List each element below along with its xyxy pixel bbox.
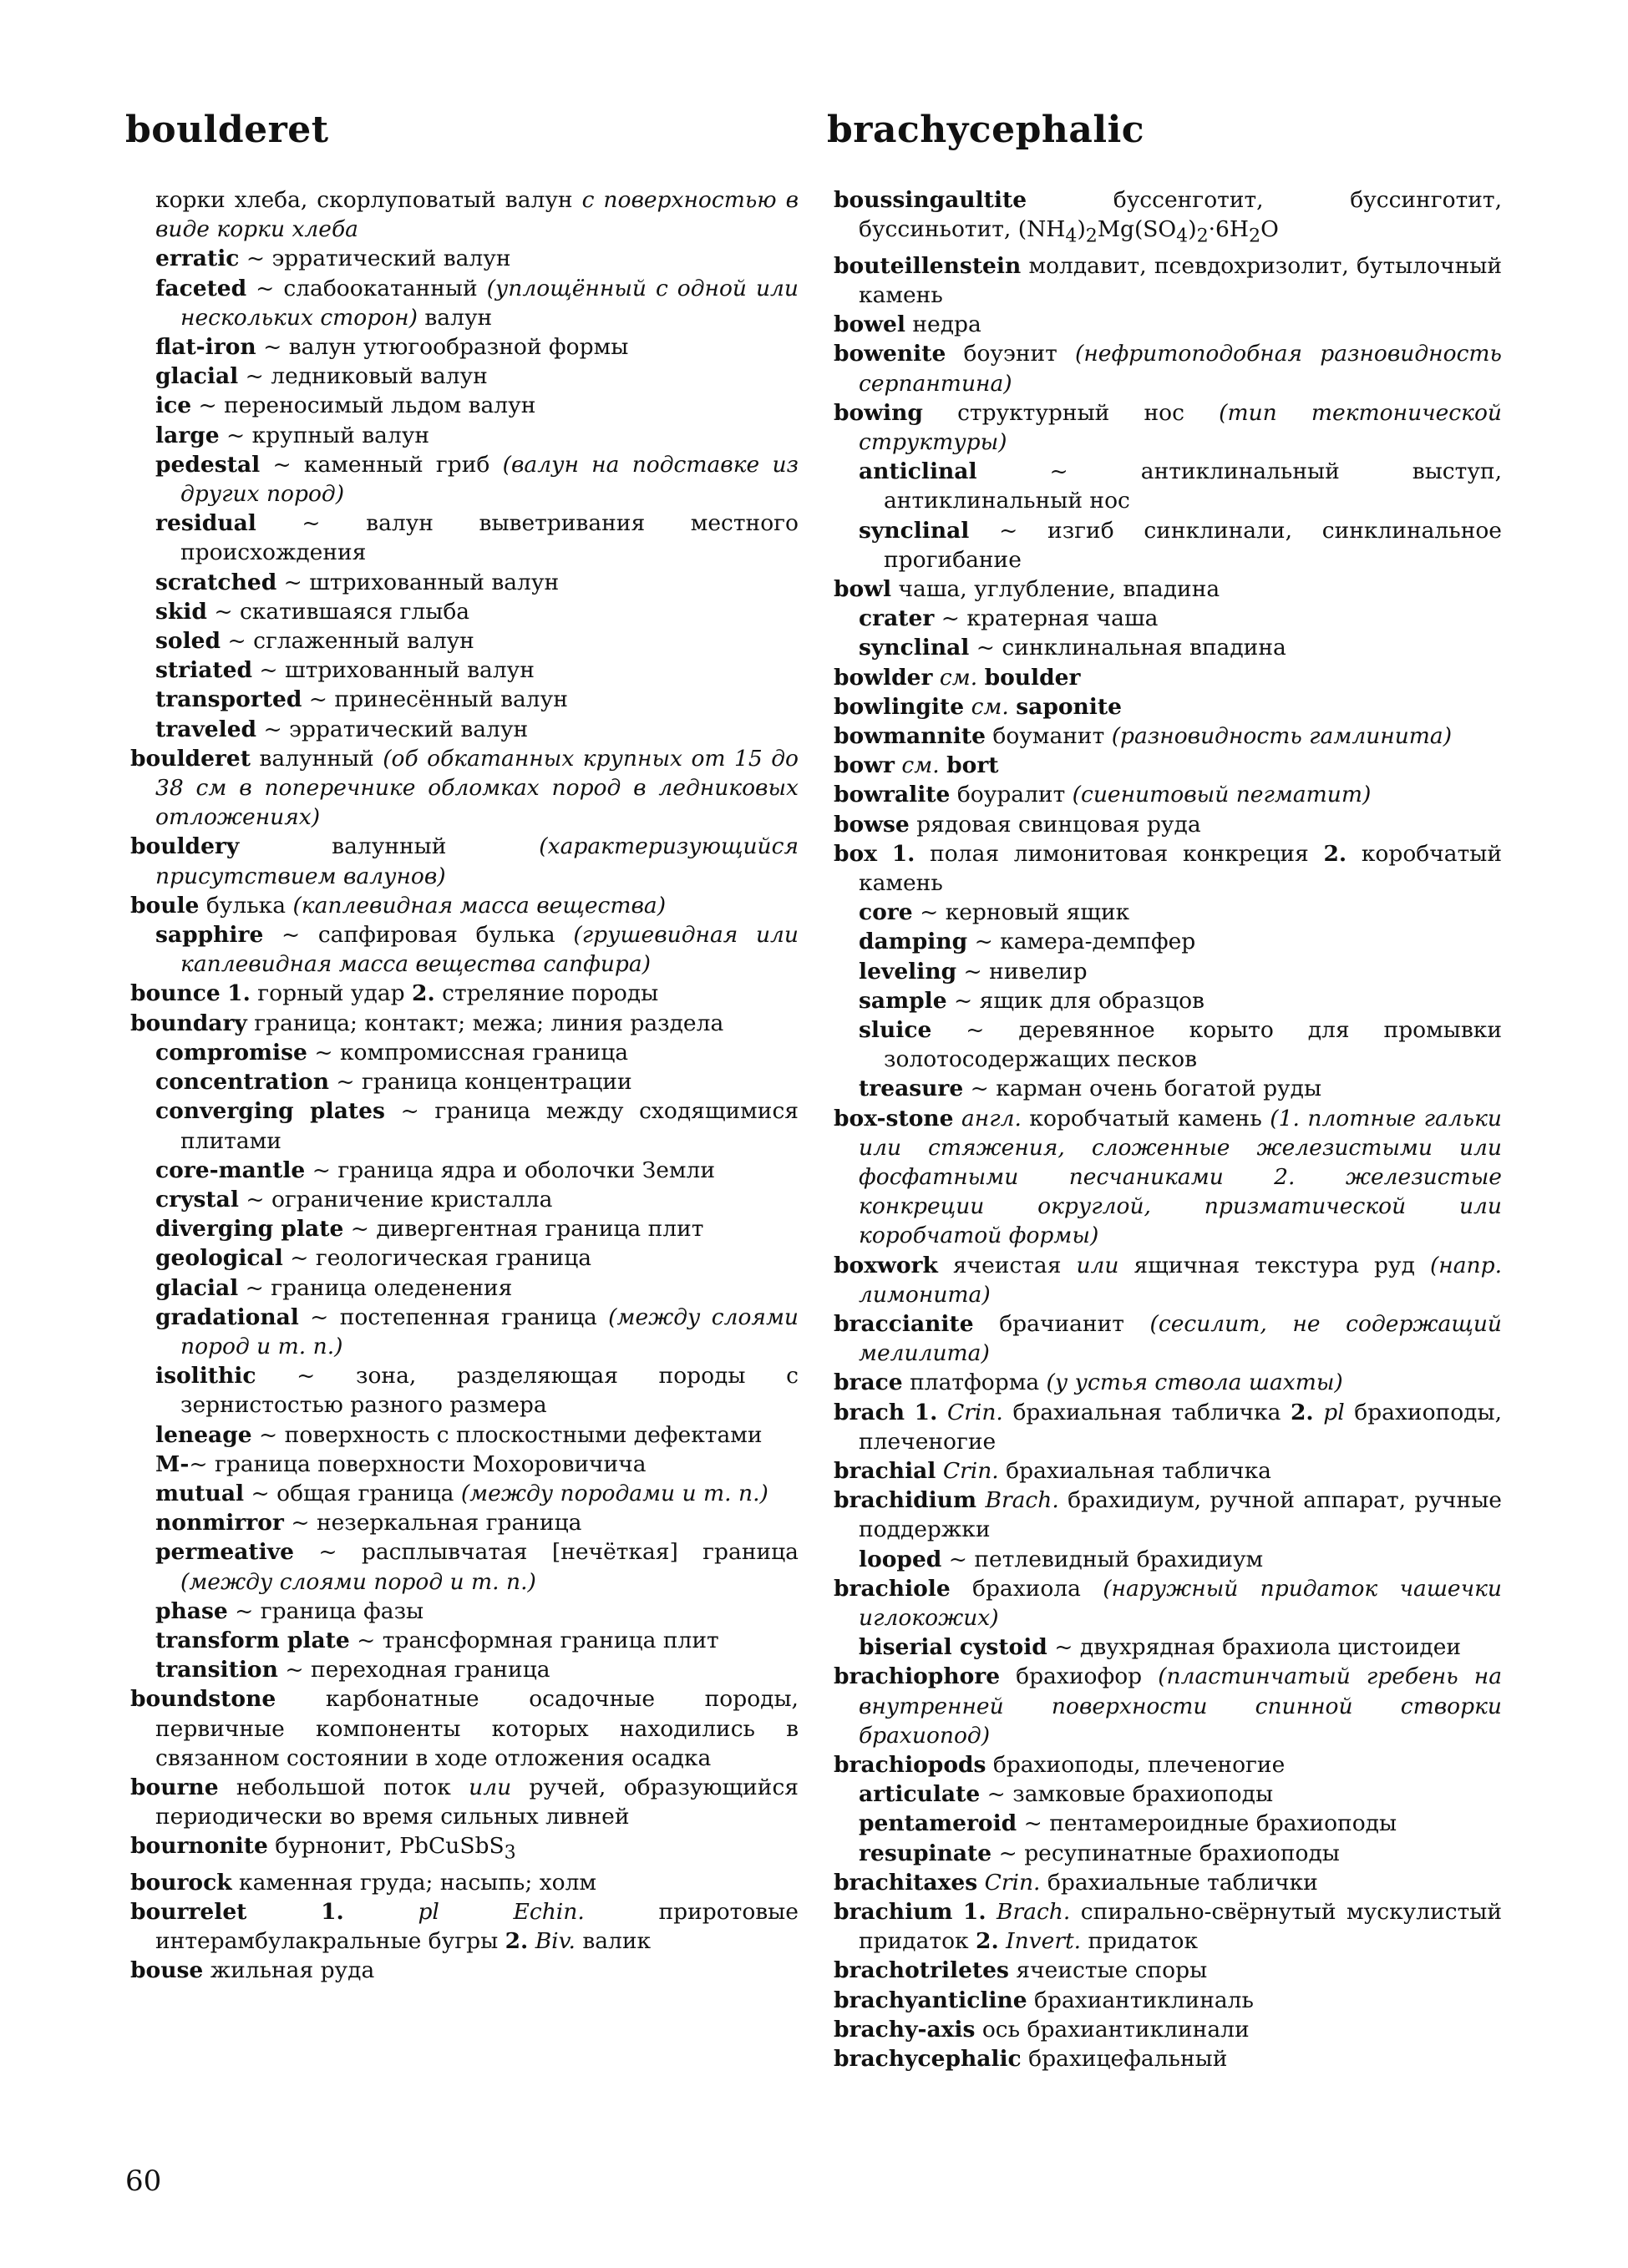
headword: pedestal xyxy=(155,451,261,478)
headword: transition xyxy=(155,1657,278,1683)
headword: brace xyxy=(834,1369,903,1396)
headword: converging plates xyxy=(155,1098,385,1125)
dictionary-subentry: permeative ~ расплывчатая [нечёткая] граница (между слоями пород и т. п.) xyxy=(155,1539,799,1595)
dictionary-subentry: phase ~ граница фазы xyxy=(155,1597,424,1624)
dictionary-entry: bourock каменная груда; насыпь; холм xyxy=(130,1869,597,1896)
headword: damping xyxy=(859,929,968,955)
dictionary-entry: boulderet валунный (об обкатанных крупных от 15 до 38 см в поперечнике обломках пород в ледниковых отложениях) xyxy=(130,745,799,831)
headword: bouteillenstein xyxy=(834,252,1022,279)
dictionary-entry: brachitaxes Crin. брахиальные таблички xyxy=(834,1869,1318,1896)
headword: striated xyxy=(155,657,252,684)
headword: bowlingite xyxy=(834,693,965,720)
headword: bourrelet xyxy=(130,1899,247,1926)
headword: bouldery xyxy=(130,833,240,860)
headword: core xyxy=(859,899,913,926)
headword: glacial xyxy=(155,363,239,390)
dictionary-subentry: pedestal ~ каменный гриб (валун на подставке из других пород) xyxy=(155,451,799,508)
dictionary-entry: brace платформа (у устья ствола шахты) xyxy=(834,1369,1343,1396)
headword: box-stone xyxy=(834,1105,954,1131)
headword: treasure xyxy=(859,1076,964,1102)
right-column xyxy=(834,185,1502,2073)
headword: synclinal xyxy=(859,517,970,544)
dictionary-subentry: scratched ~ штрихованный валун xyxy=(155,569,560,595)
dictionary-entry: boundstone карбонатные осадочные породы, первичные компоненты которых находились в связанном состоянии в ходе отложения осадка xyxy=(130,1686,799,1771)
headword: boule xyxy=(130,892,200,919)
headword: isolithic xyxy=(155,1363,256,1390)
headword: bouse xyxy=(130,1957,204,1984)
dictionary-entry: brachyanticline брахиантиклиналь xyxy=(834,1987,1254,2013)
dictionary-entry: brachotriletes ячеистые споры xyxy=(834,1957,1208,1984)
left-column xyxy=(130,185,799,1986)
dictionary-subentry: sluice ~ деревянное корыто для промывки золотосодержащих песков xyxy=(859,1016,1502,1073)
headword: nonmirror xyxy=(155,1510,284,1536)
headword: articulate xyxy=(859,1781,981,1808)
running-header-right: brachycephalic xyxy=(827,109,1145,151)
dictionary-entry: bouteillenstein молдавит, псевдохризолит, бутылочный камень xyxy=(834,252,1502,308)
dictionary-entry: brachycephalic брахицефальный xyxy=(834,2046,1228,2073)
dictionary-subentry: damping ~ камера-демпфер xyxy=(859,929,1196,955)
headword: resupinate xyxy=(859,1840,992,1866)
dictionary-entry: brachiophore брахиофор (пластинчатый гребень на внутренней поверхности спинной створки брахиопод) xyxy=(834,1663,1502,1749)
dictionary-entry: brachiole брахиола (наружный придаток чашечки иглокожих) xyxy=(834,1575,1502,1632)
headword: phase xyxy=(155,1597,228,1624)
dictionary-subentry: converging plates ~ граница между сходящимися плитами xyxy=(155,1098,799,1154)
headword: synclinal xyxy=(859,635,970,661)
running-header-left: boulderet xyxy=(125,109,329,151)
headword: erratic xyxy=(155,246,240,272)
headword: gradational xyxy=(155,1304,299,1330)
headword: bournonite xyxy=(130,1833,268,1860)
headword: sapphire xyxy=(155,922,264,949)
dictionary-subentry: transported ~ принесённый валун xyxy=(155,686,568,713)
headword: box xyxy=(834,840,878,867)
headword: sluice xyxy=(859,1016,932,1043)
headword: pentameroid xyxy=(859,1810,1017,1837)
headword: flat-iron xyxy=(155,334,256,361)
headword: ice xyxy=(155,392,192,419)
dictionary-subentry: leveling ~ нивелир xyxy=(859,958,1088,985)
headword: bowralite xyxy=(834,782,951,808)
headword: boundary xyxy=(130,1010,247,1036)
headword: brachotriletes xyxy=(834,1957,1009,1984)
dictionary-entry: brach 1. Crin. брахиальная табличка 2. pl брахиоподы, плеченогие xyxy=(834,1399,1502,1455)
dictionary-subentry: biserial cystoid ~ двухрядная брахиола цистоидеи xyxy=(859,1634,1462,1661)
dictionary-subentry: looped ~ петлевидный брахидиум xyxy=(859,1546,1264,1572)
headword: bowing xyxy=(834,399,923,426)
headword: large xyxy=(155,422,220,448)
dictionary-subentry: core-mantle ~ граница ядра и оболочки Земли xyxy=(155,1157,715,1183)
headword: diverging plate xyxy=(155,1216,344,1243)
headword: biserial cystoid xyxy=(859,1634,1047,1661)
headword: bowel xyxy=(834,311,905,338)
headword: residual xyxy=(155,510,256,537)
dictionary-subentry: leneage ~ поверхность с плоскостными дефектами xyxy=(155,1421,763,1448)
dictionary-subentry: synclinal ~ синклинальная впадина xyxy=(859,635,1286,661)
headword: brachiopods xyxy=(834,1752,986,1779)
dictionary-subentry: pentameroid ~ пентамероидные брахиоподы xyxy=(859,1810,1397,1837)
dictionary-entry: brachidium Brach. брахидиум, ручной аппарат, ручные поддержки xyxy=(834,1487,1502,1543)
headword: concentration xyxy=(155,1069,329,1096)
dictionary-subentry: crater ~ кратерная чаша xyxy=(859,605,1159,632)
headword: boundstone xyxy=(130,1686,276,1713)
dictionary-entry: bowse рядовая свинцовая руда xyxy=(834,811,1201,838)
dictionary-subentry: glacial ~ граница оледенения xyxy=(155,1274,513,1301)
dictionary-entry: brachial Crin. брахиальная табличка xyxy=(834,1458,1271,1485)
dictionary-subentry: traveled ~ эрратический валун xyxy=(155,716,529,742)
headword: bowmannite xyxy=(834,722,986,749)
headword: boxwork xyxy=(834,1252,938,1278)
dictionary-subentry: mutual ~ общая граница (между породами и т. п.) xyxy=(155,1480,768,1506)
headword: skid xyxy=(155,598,207,625)
headword: glacial xyxy=(155,1274,239,1301)
dictionary-entry: bowlingite см. saponite xyxy=(834,693,1122,720)
dictionary-subentry: ice ~ переносимый льдом валун xyxy=(155,392,536,419)
dictionary-entry: braccianite брачианит (сесилит, не содержащий мелилита) xyxy=(834,1311,1502,1367)
dictionary-entry: bouse жильная руда xyxy=(130,1957,375,1984)
dictionary-entry: bowenite боуэнит (нефритоподобная разновидность серпантина) xyxy=(834,341,1502,397)
dictionary-subentry: sapphire ~ сапфировая булька (грушевидная или каплевидная масса вещества сапфира) xyxy=(155,922,799,978)
headword: bowl xyxy=(834,575,892,602)
headword: transported xyxy=(155,686,302,713)
headword: permeative xyxy=(155,1539,294,1566)
headword: looped xyxy=(859,1546,942,1572)
headword: brachial xyxy=(834,1458,936,1485)
dictionary-entry: brachium 1. Brach. спирально-свёрнутый мускулистый придаток 2. Invert. придаток xyxy=(834,1899,1502,1955)
dictionary-subentry: residual ~ валун выветривания местного происхождения xyxy=(155,510,799,566)
headword: geological xyxy=(155,1245,283,1272)
dictionary-entry: boundary граница; контакт; межа; линия раздела xyxy=(130,1010,724,1036)
headword: brachium xyxy=(834,1899,953,1926)
dictionary-entry: box 1. полая лимонитовая конкреция 2. коробчатый камень xyxy=(834,840,1502,896)
dictionary-entry: boule булька (каплевидная масса вещества) xyxy=(130,892,667,919)
headword: brachiophore xyxy=(834,1663,1001,1690)
dictionary-entry: bowralite боуралит (сиенитовый пегматит) xyxy=(834,782,1372,808)
dictionary-subentry: transition ~ переходная граница xyxy=(155,1657,550,1683)
dictionary-subentry: resupinate ~ ресупинатные брахиоподы xyxy=(859,1840,1340,1866)
dictionary-subentry: faceted ~ слабоокатанный (уплощённый с одной или нескольких сторон) валун xyxy=(155,275,799,331)
dictionary-subentry: concentration ~ граница концентрации xyxy=(155,1069,632,1096)
headword: brachiole xyxy=(834,1575,951,1602)
headword: soled xyxy=(155,628,221,655)
headword: transform plate xyxy=(155,1627,350,1653)
dictionary-entry: bourrelet 1. pl Echin. приротовые интерамбулакральные бугры 2. Biv. валик xyxy=(130,1899,799,1955)
page-number: 60 xyxy=(125,2164,162,2198)
dictionary-subentry: treasure ~ карман очень богатой руды xyxy=(859,1076,1322,1102)
dictionary-subentry: compromise ~ компромиссная граница xyxy=(155,1039,629,1066)
headword: faceted xyxy=(155,275,247,301)
headword: bowse xyxy=(834,811,910,838)
dictionary-entry: bounce 1. горный удар 2. стреляние породы xyxy=(130,980,659,1007)
dictionary-subentry: nonmirror ~ незеркальная граница xyxy=(155,1510,582,1536)
dictionary-subentry: isolithic ~ зона, разделяющая породы с зернистостью разного размера xyxy=(155,1363,799,1419)
headword: M- xyxy=(155,1450,190,1477)
headword: compromise xyxy=(155,1039,307,1066)
dictionary-entry: bournonite бурнонит, PbCuSbS$_3$ xyxy=(130,1833,516,1864)
headword: leveling xyxy=(859,958,957,985)
dictionary-subentry: articulate ~ замковые брахиоподы xyxy=(859,1781,1274,1808)
headword: crystal xyxy=(155,1186,239,1212)
dictionary-entry: boussingaultite буссенготит, буссинготит, буссиньотит, $(NH_4)_2Mg(SO_4)_2\cdot 6H_2O$ xyxy=(834,187,1502,247)
headword: brachitaxes xyxy=(834,1869,978,1896)
headword: bounce xyxy=(130,980,221,1007)
dictionary-subentry: diverging plate ~ дивергентная граница плит xyxy=(155,1216,704,1243)
dictionary-entry: brachiopods брахиоподы, плеченогие xyxy=(834,1752,1286,1779)
dictionary-entry: box-stone англ. коробчатый камень (1. плотные гальки или стяжения, сложенные железистыми или фосфатными песчаниками 2. железистые конкреции округлой, призматической или коробчатой формы) xyxy=(834,1105,1502,1249)
dictionary-subentry: sample ~ ящик для образцов xyxy=(859,987,1205,1014)
headword: crater xyxy=(859,605,935,632)
dictionary-subentry: large ~ крупный валун xyxy=(155,422,430,448)
dictionary-subentry: striated ~ штрихованный валун xyxy=(155,657,535,684)
headword: traveled xyxy=(155,716,257,742)
headword: mutual xyxy=(155,1480,245,1506)
headword: bowlder xyxy=(834,664,933,691)
dictionary-subentry: synclinal ~ изгиб синклинали, синклинальное прогибание xyxy=(859,517,1502,573)
dictionary-subentry: skid ~ скатившаяся глыба xyxy=(155,598,470,625)
dictionary-entry: bowl чаша, углубление, впадина xyxy=(834,575,1220,602)
headword: core-mantle xyxy=(155,1157,306,1183)
headword: brachidium xyxy=(834,1487,977,1514)
headword: bowenite xyxy=(834,341,946,367)
headword: sample xyxy=(859,987,947,1014)
headword: braccianite xyxy=(834,1311,974,1338)
headword: leneage xyxy=(155,1421,252,1448)
dictionary-entry: корки хлеба, скорлуповатый валун с поверхностью в виде корки хлеба xyxy=(155,187,799,243)
dictionary-entry: bowel недра xyxy=(834,311,981,338)
dictionary-entry: bouldery валунный (характеризующийся присутствием валунов) xyxy=(130,833,799,889)
dictionary-entry: bowlder см. boulder xyxy=(834,664,1081,691)
dictionary-entry: bourne небольшой поток или ручей, образующийся периодически во время сильных ливней xyxy=(130,1774,799,1830)
dictionary-subentry: crystal ~ ограничение кристалла xyxy=(155,1186,553,1212)
dictionary-entry: bowing структурный нос (тип тектонической структуры) xyxy=(834,399,1502,455)
dictionary-subentry: erratic ~ эрратический валун xyxy=(155,246,511,272)
headword: bowr xyxy=(834,752,895,779)
dictionary-entry: bowmannite боуманит (разновидность гамлинита) xyxy=(834,722,1453,749)
dictionary-subentry: flat-iron ~ валун утюгообразной формы xyxy=(155,334,629,361)
dictionary-entry: bowr см. bort xyxy=(834,752,999,779)
dictionary-subentry: glacial ~ ледниковый валун xyxy=(155,363,488,390)
dictionary-subentry: transform plate ~ трансформная граница плит xyxy=(155,1627,719,1653)
headword: brachyanticline xyxy=(834,1987,1027,2013)
dictionary-subentry: M-~ граница поверхности Мохоровичича xyxy=(155,1450,647,1477)
dictionary-subentry: core ~ керновый ящик xyxy=(859,899,1130,926)
headword: scratched xyxy=(155,569,277,595)
headword: brachycephalic xyxy=(834,2046,1022,2073)
headword: boussingaultite xyxy=(834,187,1027,213)
dictionary-subentry: geological ~ геологическая граница xyxy=(155,1245,592,1272)
headword: boulderet xyxy=(130,745,251,772)
dictionary-entry: boxwork ячеистая или ящичная текстура руд (напр. лимонита) xyxy=(834,1252,1503,1308)
headword: brachy-axis xyxy=(834,2016,976,2043)
dictionary-subentry: gradational ~ постепенная граница (между слоями пород и т. п.) xyxy=(155,1304,799,1359)
headword: anticlinal xyxy=(859,458,977,485)
dictionary-subentry: soled ~ сглаженный валун xyxy=(155,628,474,655)
headword: bourock xyxy=(130,1869,232,1896)
headword: brach xyxy=(834,1399,905,1425)
headword: bourne xyxy=(130,1774,219,1800)
dictionary-subentry: anticlinal ~ антиклинальный выступ, антиклинальный нос xyxy=(859,458,1502,514)
dictionary-entry: brachy-axis ось брахиантиклинали xyxy=(834,2016,1250,2043)
